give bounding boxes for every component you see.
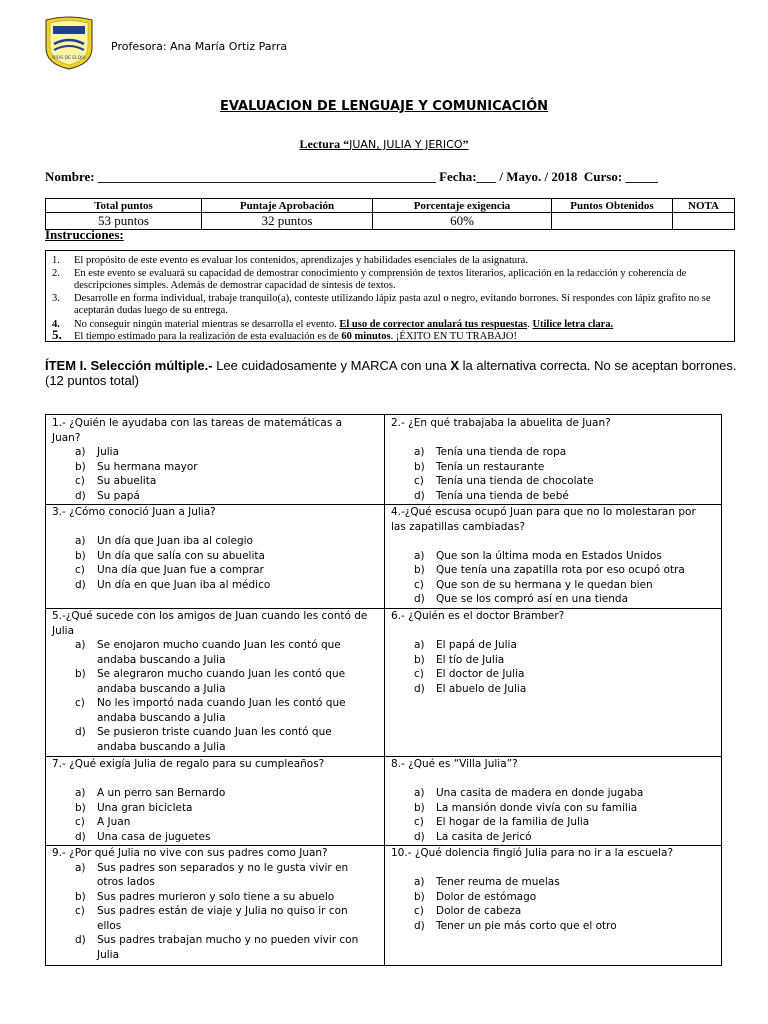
instructions-box: 1. El propósito de este evento es evaluar los contenidos, aprendizajes y habilidades esenciales de la asignatura. 2. En este evento se evaluará su capacidad de demostrar conocimiento y comprensión de textos literarios, aplicación en la redacción y coherencia de descripciones simples. Además de demostrar capacidad de síntesis de textos. 3. Desarrolle en forma individual, trabaje tranquilo(a), conteste utilizando lápiz pasta azul o negro, evitando borrones. Si respondes con lápiz grafito no se aceptarán dudas luego de su entrega. 4. No conseguir ningún material mientras se desarrolla el evento. El uso de corrector anulará tus respuestas. Utilice letra clara. 5. El tiempo estimado para la realización de esta evaluación es de 60 minutos. ¡ÉXITO EN TU TRABAJO! xyxy=(45,250,735,342)
answer-option[interactable] xyxy=(75,638,375,667)
answer-option[interactable] xyxy=(75,815,375,830)
score-cell: 53 puntos xyxy=(46,213,202,230)
score-cell-grade[interactable] xyxy=(673,213,735,230)
logo-text: RÍOS DE ELQUI xyxy=(52,56,86,61)
question-text: 7.- ¿Qué exigía Julia de regalo para su cumpleaños? xyxy=(52,758,325,770)
answer-option[interactable] xyxy=(414,460,714,475)
option-letter: d) xyxy=(75,934,86,946)
instructions-heading: Instrucciones: xyxy=(45,227,124,242)
option-text: Su hermana mayor xyxy=(97,460,198,473)
question-text: 3.- ¿Cómo conoció Juan a Julia? xyxy=(52,506,216,518)
option-letter: d) xyxy=(414,489,425,502)
option-text: Dolor de estómago xyxy=(436,890,537,903)
answer-option[interactable] xyxy=(75,933,375,962)
school-logo xyxy=(44,14,94,70)
question-text: 8.- ¿Qué es “Villa Julia”? xyxy=(391,758,518,770)
option-letter: a) xyxy=(414,787,425,799)
option-text: Que son de su hermana y le quedan bien xyxy=(436,578,653,591)
student-info-line[interactable]: Nombre: ____________________________________________________ Fecha:___ / Mayo. / 2018 Curso: _____ xyxy=(45,169,658,184)
answer-option[interactable] xyxy=(414,578,714,593)
answer-option[interactable] xyxy=(75,474,375,489)
option-text: Un día que salía con su abuelita xyxy=(97,549,265,562)
option-letter: a) xyxy=(75,787,86,799)
option-letter: a) xyxy=(75,446,86,458)
answer-option[interactable] xyxy=(414,890,714,905)
option-text: Una casita de madera en donde jugaba xyxy=(436,787,644,799)
option-letter: d) xyxy=(75,830,86,843)
answer-option[interactable] xyxy=(75,801,375,816)
option-text: Su abuelita xyxy=(97,475,157,487)
question-text: 2.- ¿En qué trabajaba la abuelita de Juan? xyxy=(391,417,611,429)
option-letter: d) xyxy=(414,919,425,932)
answer-option[interactable] xyxy=(75,460,375,475)
option-letter: b) xyxy=(414,801,425,814)
question-text: 5.-¿Qué sucede con los amigos de Juan cuando les contó de Julia xyxy=(52,610,368,637)
answer-option[interactable] xyxy=(414,682,714,697)
answer-option[interactable] xyxy=(414,653,714,668)
option-text: No les importó nada cuando Juan les contó que andaba buscando a Julia xyxy=(97,697,346,724)
option-text: El papá de Julia xyxy=(436,639,517,651)
answer-option[interactable] xyxy=(414,474,714,489)
answer-option[interactable] xyxy=(414,801,714,816)
option-text: La casita de Jericó xyxy=(436,830,532,843)
option-letter: c) xyxy=(414,816,424,828)
option-letter: b) xyxy=(75,890,86,903)
option-letter: c) xyxy=(75,697,85,709)
answer-option[interactable] xyxy=(414,830,714,845)
option-text: Sus padres murieron y solo tiene a su abuelo xyxy=(97,890,335,903)
option-text: Tenía una tienda de chocolate xyxy=(436,475,594,487)
option-letter: c) xyxy=(75,564,85,576)
exam-title: EVALUACION DE LENGUAJE Y COMUNICACIÓN xyxy=(219,99,548,114)
option-letter: c) xyxy=(75,475,85,487)
option-letter: c) xyxy=(414,668,424,680)
score-header: Puntaje Aprobación xyxy=(202,199,373,213)
option-letter: b) xyxy=(75,549,86,562)
question-text: 1.- ¿Quién le ayudaba con las tareas de matemáticas a Juan? xyxy=(52,417,343,444)
option-text: Una día que Juan fue a comprar xyxy=(97,564,264,576)
option-text: Se pusieron triste cuando Juan les contó que andaba buscando a Julia xyxy=(97,726,332,753)
answer-option[interactable] xyxy=(414,592,714,607)
option-text: El abuelo de Julia xyxy=(436,682,527,695)
option-text: Tenía una tienda de ropa xyxy=(436,446,567,458)
option-letter: b) xyxy=(75,460,86,473)
option-letter: a) xyxy=(414,446,425,458)
option-letter: c) xyxy=(75,816,85,828)
answer-option[interactable] xyxy=(414,667,714,682)
question-text: 10.- ¿Qué dolencia fingió Julia para no ir a la escuela? xyxy=(391,847,674,859)
answer-option[interactable] xyxy=(414,563,714,578)
option-text: Se alegraron mucho cuando Juan les contó que andaba buscando a Julia xyxy=(97,668,346,695)
option-text: La mansión donde vivía con su familia xyxy=(436,801,638,814)
option-text: Que tenía una zapatilla rota por eso ocupó otra xyxy=(436,564,685,576)
option-letter: d) xyxy=(75,726,86,738)
option-text: Tener un pie más corto que el otro xyxy=(436,919,617,932)
option-letter: a) xyxy=(414,639,425,651)
score-header: Porcentaje exigencia xyxy=(373,199,552,213)
option-letter: a) xyxy=(75,861,86,874)
score-cell-obtained[interactable] xyxy=(552,213,673,230)
answer-option[interactable] xyxy=(414,445,714,460)
answer-option[interactable] xyxy=(414,638,714,653)
option-text: A un perro san Bernardo xyxy=(97,787,226,799)
option-text: Se enojaron mucho cuando Juan les contó que andaba buscando a Julia xyxy=(97,639,341,666)
answer-option[interactable] xyxy=(75,725,375,754)
option-letter: b) xyxy=(75,668,86,680)
score-cell: 32 puntos xyxy=(202,213,373,230)
option-letter: b) xyxy=(75,801,86,814)
reading-name: JUAN, JULIA Y JERICO xyxy=(349,138,463,151)
answer-option[interactable] xyxy=(75,563,375,578)
option-letter: c) xyxy=(75,905,85,917)
option-letter: c) xyxy=(414,475,424,487)
answer-option[interactable] xyxy=(414,489,714,504)
question-text: 9.- ¿Por qué Julia no vive con sus padres como Juan? xyxy=(52,847,328,859)
option-letter: a) xyxy=(414,549,425,562)
questions-grid xyxy=(45,414,722,966)
score-header: Total puntos xyxy=(46,199,202,213)
option-text: Una casa de juguetes xyxy=(97,830,211,843)
option-text: Un día en que Juan iba al médico xyxy=(97,578,271,591)
option-text: Que son la última moda en Estados Unidos xyxy=(436,549,662,562)
option-text: Una gran bicicleta xyxy=(97,801,193,814)
option-letter: b) xyxy=(414,653,425,666)
option-letter: c) xyxy=(414,578,424,591)
option-text: Tenía una tienda de bebé xyxy=(436,489,569,502)
option-letter: d) xyxy=(414,682,425,695)
answer-option[interactable] xyxy=(75,445,375,460)
option-text: Que se los compró así en una tienda xyxy=(436,593,629,605)
answer-option[interactable] xyxy=(75,696,375,725)
option-letter: d) xyxy=(414,593,425,605)
answer-option[interactable] xyxy=(75,861,375,890)
answer-option[interactable] xyxy=(414,875,714,890)
item-heading: ÍTEM I. Selección múltiple.- Lee cuidadosamente y MARCA con una X la alternativa correcta. No se aceptan borrones. (12 puntos total) xyxy=(45,358,737,388)
option-text: Tener reuma de muelas xyxy=(436,876,560,888)
option-letter: d) xyxy=(414,830,425,843)
option-letter: c) xyxy=(414,905,424,917)
option-text: Julia xyxy=(97,446,120,458)
answer-option[interactable] xyxy=(414,786,714,801)
teacher-name: Profesora: Ana María Ortiz Parra xyxy=(111,40,288,53)
answer-option[interactable] xyxy=(75,534,375,549)
option-text: A Juan xyxy=(97,816,131,828)
answer-option[interactable] xyxy=(75,904,375,933)
option-text: El doctor de Julia xyxy=(436,668,525,680)
option-text: Sus padres son separados y no le gusta vivir en otros lados xyxy=(97,861,349,888)
option-letter: b) xyxy=(414,460,425,473)
option-letter: d) xyxy=(75,489,86,502)
option-text: Dolor de cabeza xyxy=(436,905,522,917)
option-letter: a) xyxy=(414,876,425,888)
option-letter: a) xyxy=(75,535,86,547)
answer-option[interactable] xyxy=(414,815,714,830)
option-text: El tío de Julia xyxy=(436,653,505,666)
answer-option[interactable] xyxy=(75,830,375,845)
answer-option[interactable] xyxy=(75,489,375,504)
score-cell: 60% xyxy=(373,213,552,230)
answer-option[interactable] xyxy=(414,919,714,934)
option-text: Sus padres trabajan mucho y no pueden vivir con Julia xyxy=(97,934,359,961)
reading-title: Lectura “JUAN, JULIA Y JERICO” xyxy=(299,137,469,151)
score-header: Puntos Obtenidos xyxy=(552,199,673,213)
answer-option[interactable] xyxy=(414,904,714,919)
option-text: Su papá xyxy=(97,489,140,502)
question-text: 4.-¿Qué escusa ocupó Juan para que no lo molestaran por las zapatillas cambiadas? xyxy=(391,506,696,533)
answer-option[interactable] xyxy=(75,786,375,801)
option-letter: b) xyxy=(414,890,425,903)
option-text: Un día que Juan iba al colegio xyxy=(97,535,253,547)
score-table xyxy=(45,198,735,230)
option-text: Tenía un restaurante xyxy=(436,460,545,473)
option-letter: b) xyxy=(414,564,425,576)
option-text: El hogar de la familia de Julia xyxy=(436,816,590,828)
question-text: 6.- ¿Quién es el doctor Bramber? xyxy=(391,610,565,622)
option-letter: d) xyxy=(75,578,86,591)
score-header: NOTA xyxy=(673,199,735,213)
answer-option[interactable] xyxy=(414,549,714,564)
answer-option[interactable] xyxy=(75,667,375,696)
option-text: Sus padres están de viaje y Julia no quiso ir con ellos xyxy=(97,905,348,932)
answer-option[interactable] xyxy=(75,549,375,564)
option-letter: a) xyxy=(75,639,86,651)
answer-option[interactable] xyxy=(75,890,375,905)
answer-option[interactable] xyxy=(75,578,375,593)
